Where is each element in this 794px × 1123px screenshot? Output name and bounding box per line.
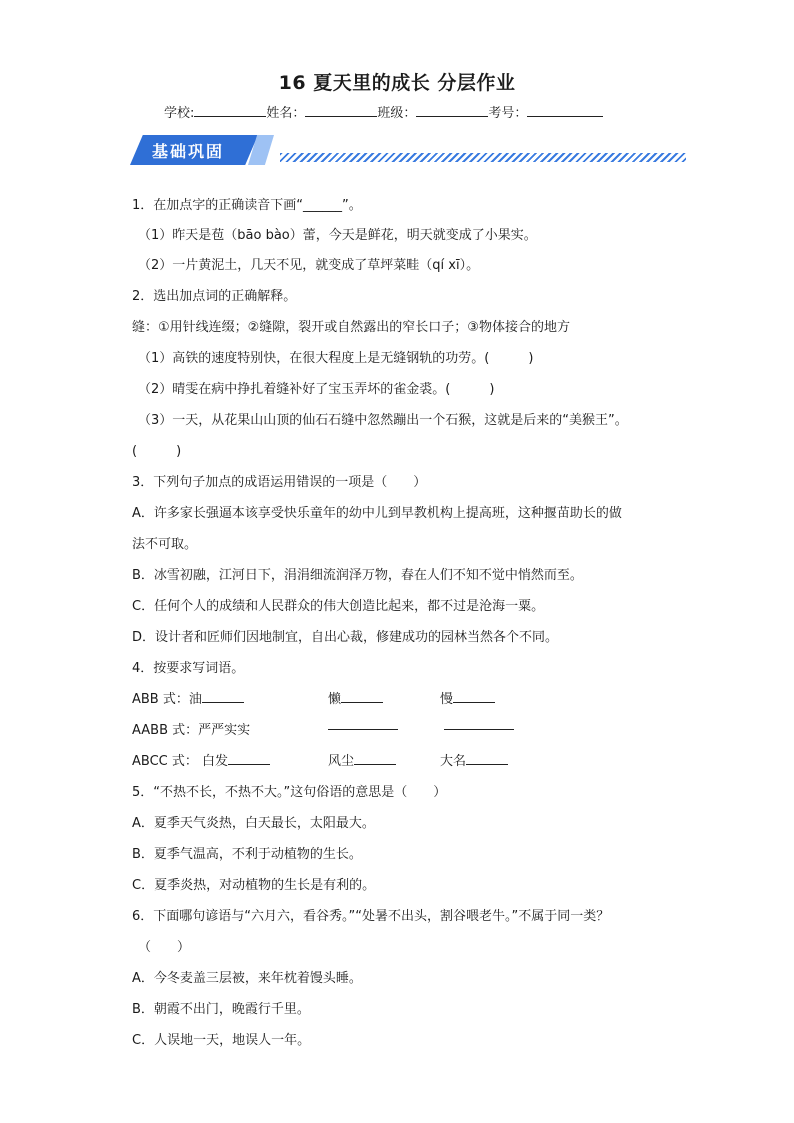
- class-blank[interactable]: [416, 103, 488, 117]
- school-label: 学校:: [164, 106, 195, 121]
- q4-abcc-c: [440, 750, 508, 769]
- q6-option-c: C．人误地一天，地误人一年。: [132, 1033, 311, 1048]
- q5-option-b: B．夏季气温高，不利于动植物的生长。: [132, 847, 362, 862]
- q4-aabb-label: AABB 式：严严实实: [132, 723, 251, 738]
- q4-abcc-c-label: 大名: [440, 754, 467, 769]
- exam-number-label: 考号：: [488, 106, 528, 121]
- class-label: 班级：: [377, 106, 417, 121]
- q4-aabb-blank-2[interactable]: [444, 729, 514, 730]
- section-banner: [130, 133, 690, 169]
- q4-abcc-b: [328, 750, 396, 769]
- q4-abb-blank-1[interactable]: [202, 702, 244, 703]
- student-info-row: [164, 102, 603, 121]
- q4-row-abb: [132, 688, 244, 707]
- q4-stem: 4．按要求写词语。: [132, 661, 245, 676]
- q5-stem: 5．“不热不长，不热不大。”这句俗语的意思是（ ）: [132, 785, 447, 800]
- q4-abcc-blank-2[interactable]: [354, 764, 396, 765]
- section-label: 基础巩固: [152, 142, 225, 161]
- q6-answer-paren: （ ）: [138, 940, 191, 955]
- q4-row-aabb: [132, 719, 250, 738]
- name-blank[interactable]: [305, 103, 377, 117]
- page-title: 16 夏天里的成长 分层作业: [278, 72, 516, 94]
- q3-option-d: D．设计者和匠师们因地制宜，自出心裁，修建成功的园林当然各个不同。: [132, 630, 559, 645]
- q6-option-b: B．朝霞不出门，晚霞行千里。: [132, 1002, 310, 1017]
- q3-option-a-cont: 法不可取。: [132, 537, 198, 552]
- q3-option-b: B．冰雪初融，江河日下，涓涓细流润泽万物，春在人们不知不觉中悄然而至。: [132, 568, 583, 583]
- q4-abb-c-label: 慢: [440, 692, 454, 707]
- q1-item-1: （1）昨天是苞（bāo bào）蕾，今天是鲜花，明天就变成了小果实。: [138, 228, 537, 243]
- q2-item-2: （2）晴雯在病中挣扎着缝补好了宝玉弄坏的雀金裘。( ): [138, 382, 495, 397]
- q4-row-abcc: [132, 750, 270, 769]
- q1-item-2: （2）一片黄泥土，几天不见，就变成了草坪菜畦（qí xī）。: [138, 258, 480, 273]
- q4-abcc-b-label: 风尘: [328, 754, 355, 769]
- q4-abb-b-label: 懒: [328, 692, 342, 707]
- q2-answer-paren: ( ): [132, 444, 182, 459]
- q2-stem: 2．选出加点词的正确解释。: [132, 289, 297, 304]
- q2-definition: 缝：①用针线连缀；②缝隙，裂开或自然露出的窄长口子；③物体接合的地方: [132, 320, 570, 335]
- q4-aabb-blank-1[interactable]: [328, 729, 398, 730]
- q6-option-a: A．今冬麦盖三层被，来年枕着馒头睡。: [132, 971, 362, 986]
- q4-abb-c: [440, 688, 495, 707]
- q4-abb-blank-2[interactable]: [341, 702, 383, 703]
- q4-abb-b: [328, 688, 383, 707]
- q1-stem: 1．在加点字的正确读音下画“______”。: [132, 198, 362, 213]
- exam-number-blank[interactable]: [527, 103, 603, 117]
- q4-abb-label: ABB 式：油: [132, 692, 202, 707]
- q2-item-3: （3）一天，从花果山山顶的仙石石缝中忽然蹦出一个石猴，这就是后来的“美猴王”。: [138, 413, 628, 428]
- q5-option-a: A．夏季天气炎热，白天最长，太阳最大。: [132, 816, 375, 831]
- q4-abcc-blank-1[interactable]: [228, 764, 270, 765]
- q2-item-1: （1）高铁的速度特别快，在很大程度上是无缝钢轨的功劳。( ): [138, 351, 534, 366]
- q3-option-a: A．许多家长强逼本该享受快乐童年的幼中儿到早教机构上提高班，这种揠苗助长的做: [132, 506, 622, 521]
- q3-option-c: C．任何个人的成绩和人民群众的伟大创造比起来，都不过是沧海一粟。: [132, 599, 545, 614]
- q6-stem: 6．下面哪句谚语与“六月六，看谷秀。”“处暑不出头，割谷喂老牛。”不属于同一类？: [132, 909, 610, 924]
- q4-abcc-label: ABCC 式： 白发: [132, 754, 229, 769]
- school-blank[interactable]: [194, 103, 266, 117]
- q4-aabb-b: [328, 719, 398, 734]
- q4-abb-blank-3[interactable]: [453, 702, 495, 703]
- q4-aabb-c: [444, 719, 514, 734]
- q4-abcc-blank-3[interactable]: [466, 764, 508, 765]
- section-stripes: [280, 153, 686, 162]
- q5-option-c: C．夏季炎热，对动植物的生长是有利的。: [132, 878, 376, 893]
- q3-stem: 3．下列句子加点的成语运用错误的一项是（ ）: [132, 475, 427, 490]
- name-label: 姓名：: [266, 106, 306, 121]
